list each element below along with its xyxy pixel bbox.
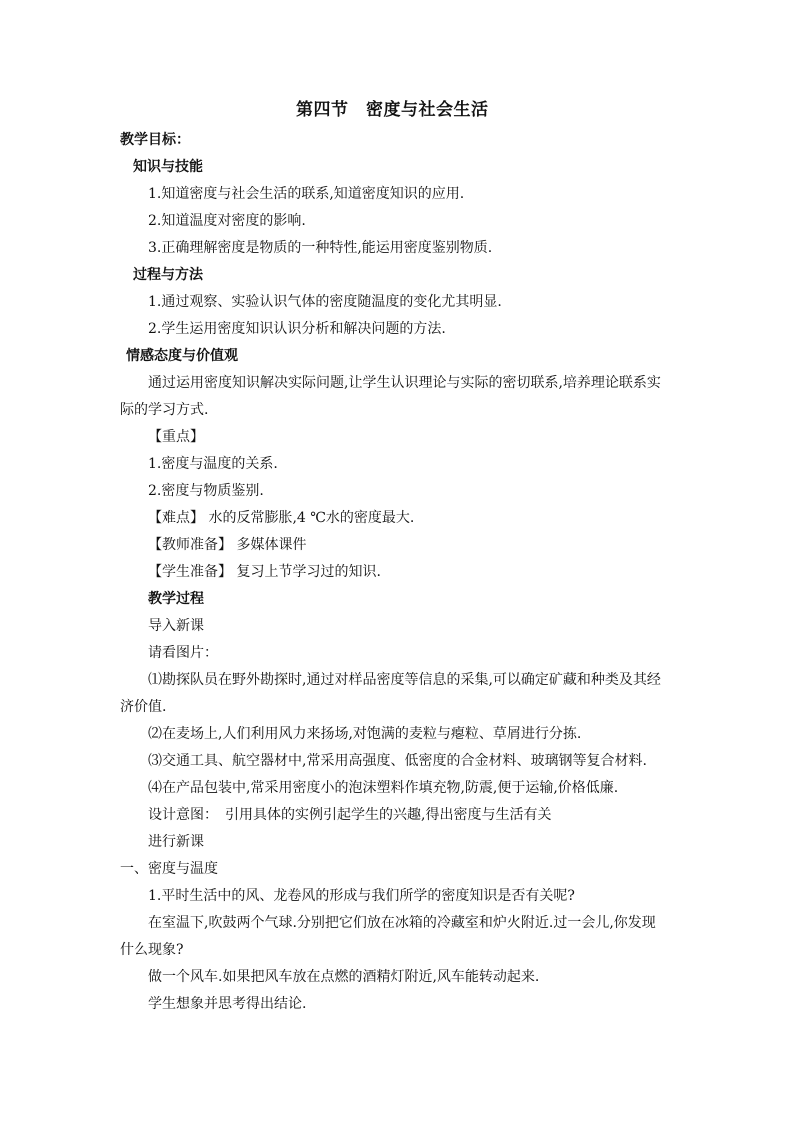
emotion-text-line: 际的学习方式.	[120, 402, 209, 418]
picture-line: ⑷在产品包装中,常采用密度小的泡沫塑料作填充物,防震,便于运输,价格低廉.	[148, 780, 619, 796]
new-lesson-label: 进行新课	[148, 834, 204, 850]
knowledge-item: 3.正确理解密度是物质的一种特性,能运用密度鉴别物质.	[148, 240, 493, 256]
section1-line: 什么现象?	[120, 942, 184, 958]
section1-heading: 一、密度与温度	[120, 861, 218, 877]
design-intent: 设计意图： 引用具体的实例引起学生的兴趣,得出密度与生活有关	[148, 807, 552, 823]
emotion-text-line: 通过运用密度知识解决实际问题,让学生认识理论与实际的密切联系,培养理论联系实	[148, 375, 661, 391]
process-item: 2.学生运用密度知识认识分析和解决问题的方法.	[148, 321, 446, 337]
objectives-heading: 教学目标：	[120, 132, 190, 148]
section1-line: 做一个风车.如果把风车放在点燃的酒精灯附近,风车能转动起来.	[148, 969, 540, 985]
page-title: 第四节 密度与社会生活	[296, 100, 489, 120]
knowledge-item: 1.知道密度与社会生活的联系,知道密度知识的应用.	[148, 186, 465, 202]
picture-line: 济价值.	[120, 699, 167, 715]
keypoint-item: 2.密度与物质鉴别.	[148, 483, 264, 499]
picture-line: ⑴勘探队员在野外勘探时,通过对样品密度等信息的采集,可以确定矿藏和种类及其经	[148, 672, 661, 688]
process-title: 教学过程	[148, 591, 204, 607]
keypoint-item: 1.密度与温度的关系.	[148, 456, 278, 472]
student-prep-line: 【学生准备】 复习上节学习过的知识.	[148, 564, 381, 580]
knowledge-item: 2.知道温度对密度的影响.	[148, 213, 306, 229]
look-label: 请看图片：	[148, 645, 218, 661]
process-heading: 过程与方法	[133, 267, 203, 283]
emotion-heading: 情感态度与价值观	[126, 348, 238, 364]
keypoint-label: 【重点】	[148, 429, 204, 445]
process-item: 1.通过观察、实验认识气体的密度随温度的变化尤其明显.	[148, 294, 502, 310]
knowledge-heading: 知识与技能	[133, 159, 203, 175]
teacher-prep-line: 【教师准备】 多媒体课件	[148, 537, 307, 553]
picture-line: ⑶交通工具、航空器材中,常采用高强度、低密度的合金材料、玻璃钢等复合材料.	[148, 753, 647, 769]
difficulty-line: 【难点】 水的反常膨胀,4 ℃水的密度最大.	[148, 510, 415, 526]
intro-label: 导入新课	[148, 618, 204, 634]
picture-line: ⑵在麦场上,人们利用风力来扬场,对饱满的麦粒与瘪粒、草屑进行分拣.	[148, 726, 582, 742]
section1-line: 学生想象并思考得出结论.	[148, 996, 307, 1012]
section1-line: 1.平时生活中的风、龙卷风的形成与我们所学的密度知识是否有关呢?	[148, 888, 575, 904]
section1-line: 在室温下,吹鼓两个气球.分别把它们放在冰箱的冷藏室和炉火附近.过一会儿,你发现	[148, 915, 656, 931]
